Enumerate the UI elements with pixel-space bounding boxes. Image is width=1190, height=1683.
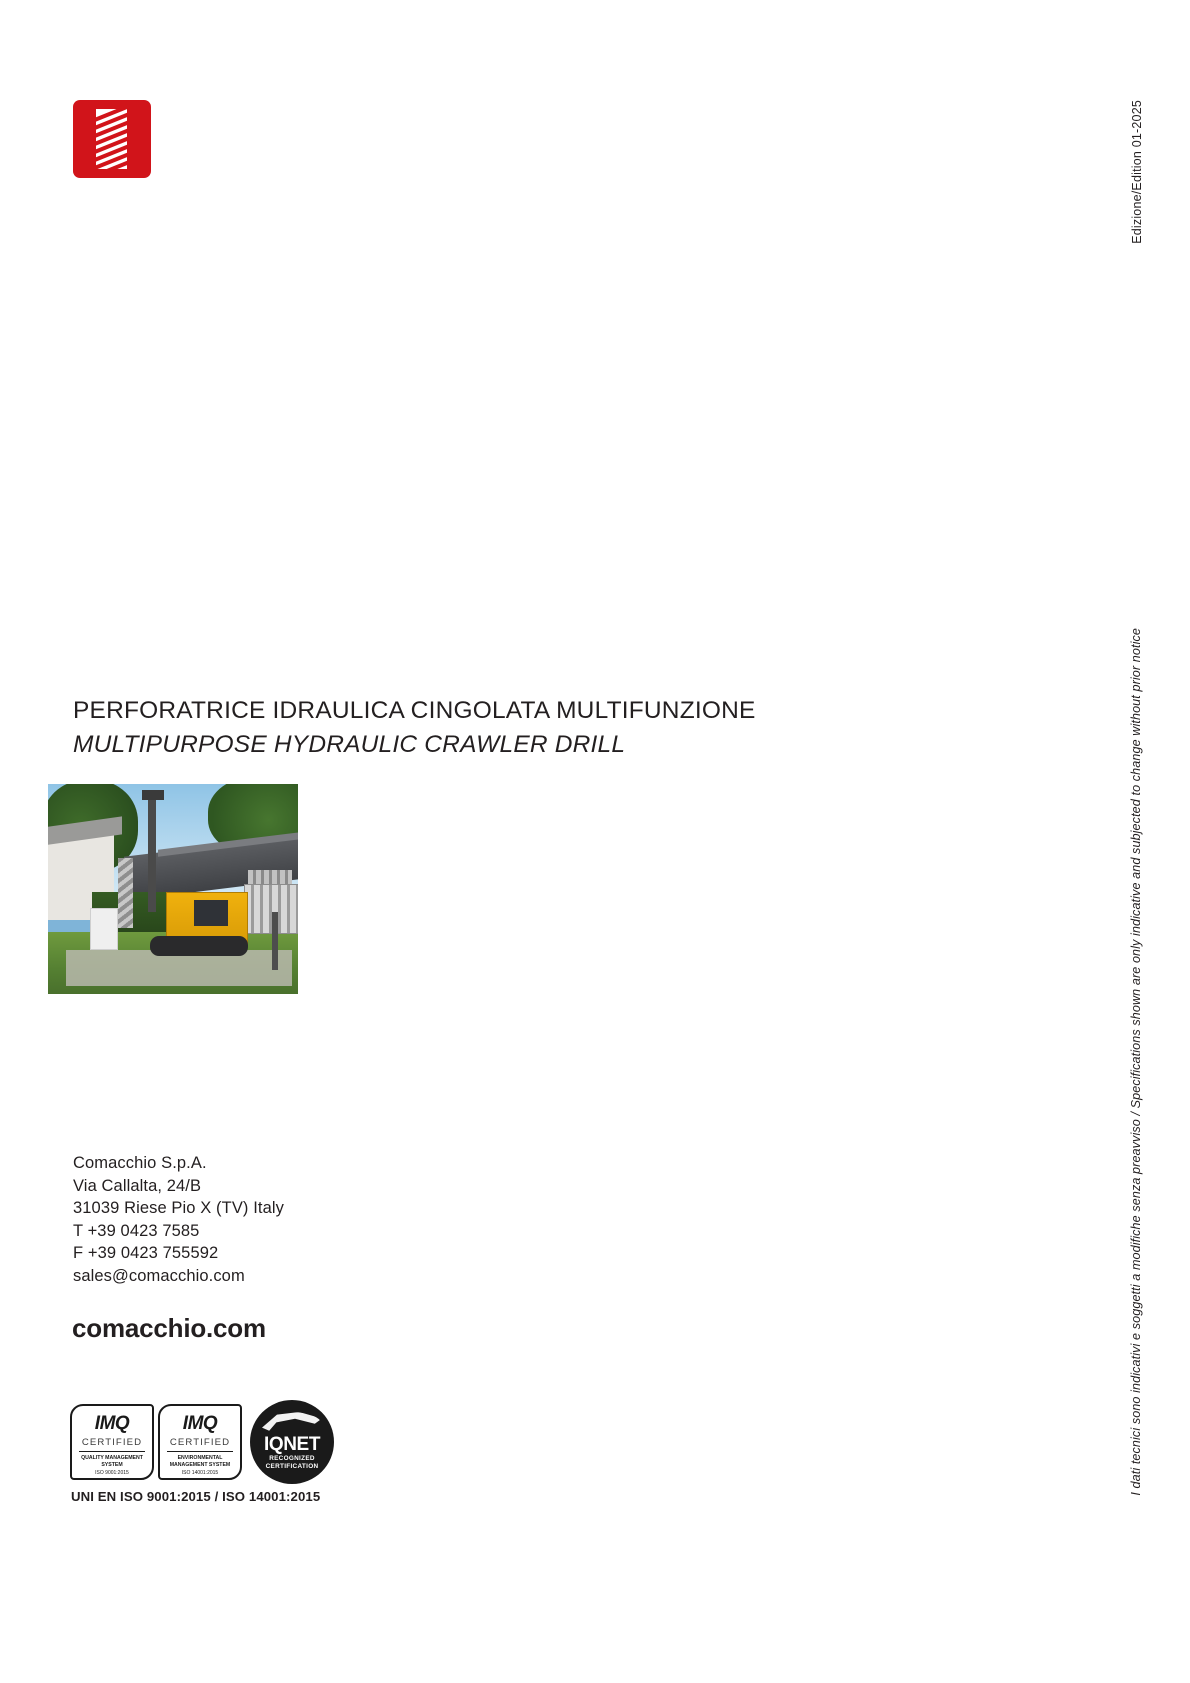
- certification-logos: [70, 1400, 390, 1500]
- logo-auger-icon: [96, 109, 127, 169]
- certification-summary-line: UNI EN ISO 9001:2015 / ISO 14001:2015: [71, 1489, 321, 1504]
- company-city: 31039 Riese Pio X (TV) Italy: [73, 1199, 284, 1218]
- drill-rig-photo: [48, 784, 298, 994]
- iqnet-mark-icon: [250, 1400, 334, 1484]
- iqnet-mark-label: IQNET: [263, 1434, 321, 1455]
- company-website[interactable]: comacchio.com: [72, 1313, 266, 1343]
- iqnet-line-2: CERTIFICATION: [265, 1463, 319, 1471]
- imq-quality-system: QUALITY MANAGEMENT SYSTEM: [81, 1455, 143, 1469]
- company-phone: T +39 0423 7585: [73, 1221, 200, 1240]
- imq-quality-status: CERTIFIED: [81, 1437, 143, 1448]
- company-name: Comacchio S.p.A.: [73, 1154, 207, 1172]
- imq-environment-status: CERTIFIED: [169, 1437, 231, 1448]
- product-title-italian: PERFORATRICE IDRAULICA CINGOLATA MULTIFUNZIONE: [73, 697, 756, 724]
- imq-environment-system: ENVIRONMENTAL MANAGEMENT SYSTEM: [169, 1455, 231, 1469]
- product-title-english: MULTIPURPOSE HYDRAULIC CRAWLER DRILL: [73, 730, 626, 758]
- comacchio-logo: [73, 100, 151, 178]
- product-title-block: [73, 696, 793, 760]
- imq-quality-mark-label: IMQ: [94, 1413, 130, 1434]
- imq-quality-mark-icon: [70, 1404, 154, 1480]
- imq-environment-mark-icon: [158, 1404, 242, 1480]
- edition-note: Edizione/Edition 01-2025: [1130, 100, 1144, 244]
- imq-quality-standard: ISO 9001:2015: [95, 1469, 129, 1476]
- iqnet-line-1: RECOGNIZED: [269, 1455, 315, 1462]
- specifications-disclaimer: I dati tecnici sono indicativi e soggetti a modifiche senza preavviso / Specifications shown are only indicative and subjected to change without prior notice: [1129, 628, 1143, 1496]
- company-address-block: [73, 1152, 284, 1288]
- imq-environment-standard: ISO 14001:2015: [181, 1469, 219, 1476]
- company-email[interactable]: sales@comacchio.com: [73, 1266, 245, 1285]
- company-street: Via Callalta, 24/B: [73, 1176, 202, 1195]
- imq-environment-mark-label: IMQ: [182, 1413, 218, 1434]
- company-fax: F +39 0423 755592: [73, 1244, 219, 1263]
